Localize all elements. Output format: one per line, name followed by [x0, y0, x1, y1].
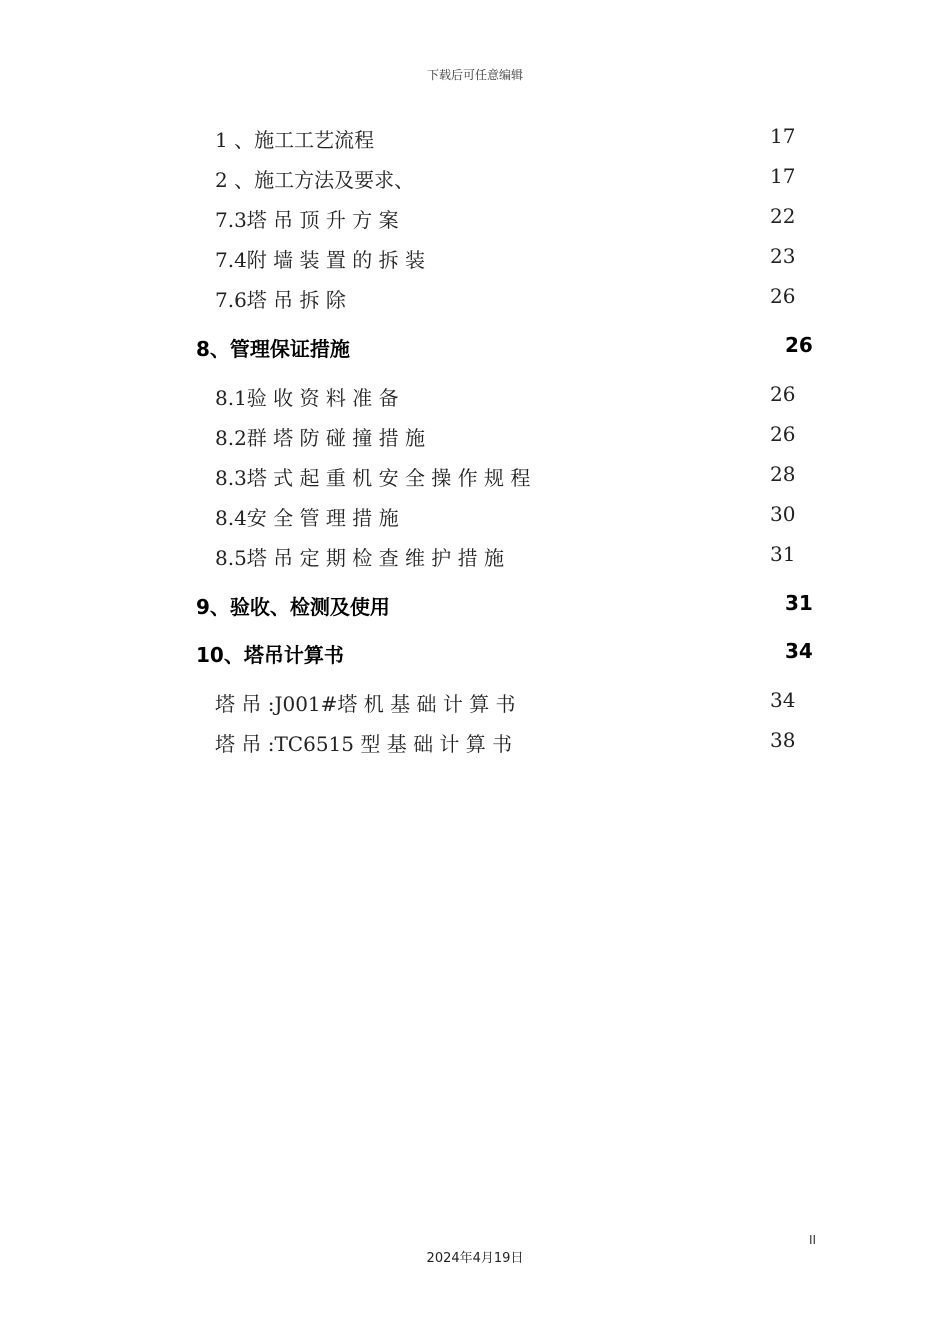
toc-entry-page-number: 34 — [770, 688, 796, 712]
toc-entry-page-number: 17 — [770, 124, 796, 148]
toc-entry-page-number: 26 — [770, 284, 796, 308]
toc-entry-title: 2 、施工方法及要求、 — [215, 168, 415, 192]
toc-entry-page-number: 38 — [770, 728, 796, 752]
toc-entry-page-number: 30 — [770, 502, 796, 526]
toc-entry-title: 8.3塔 式 起 重 机 安 全 操 作 规 程 — [215, 466, 531, 490]
toc-entry-title: 8、管理保证措施 — [196, 337, 350, 361]
toc-entry-title: 8.1验 收 资 料 准 备 — [215, 386, 399, 410]
toc-entry-page-number: 31 — [785, 591, 813, 615]
toc-entry-page-number: 28 — [770, 462, 796, 486]
toc-entry-title: 7.6塔 吊 拆 除 — [215, 288, 346, 312]
footer-date: 2024年4月19日 — [426, 1251, 524, 1266]
toc-entry-page-number: 31 — [770, 542, 796, 566]
toc-entry-page-number: 26 — [770, 382, 796, 406]
toc-entry-page-number: 34 — [785, 639, 813, 663]
toc-entry-title: 9、验收、检测及使用 — [196, 595, 390, 619]
toc-entry-title: 1 、施工工艺流程 — [215, 128, 375, 152]
toc-entry-title: 7.4附 墙 装 置 的 拆 装 — [215, 248, 425, 272]
toc-entry-title: 塔 吊 :TC6515 型 基 础 计 算 书 — [215, 732, 513, 756]
toc-entry-title: 8.4安 全 管 理 措 施 — [215, 506, 399, 530]
toc-entry-page-number: 26 — [770, 422, 796, 446]
toc-entry-page-number: 17 — [770, 164, 796, 188]
page-marker: II — [809, 1233, 817, 1247]
toc-entry-title: 10、塔吊计算书 — [196, 643, 344, 667]
toc-entry-page-number: 23 — [770, 244, 796, 268]
toc-entry-page-number: 26 — [785, 333, 813, 357]
toc-entry-page-number: 22 — [770, 204, 796, 228]
toc-entry-title: 塔 吊 :J001#塔 机 基 础 计 算 书 — [215, 692, 516, 716]
toc-entry-title: 7.3塔 吊 顶 升 方 案 — [215, 208, 399, 232]
header-note: 下载后可任意编辑 — [426, 68, 523, 82]
toc-entry-title: 8.2群 塔 防 碰 撞 措 施 — [215, 426, 425, 450]
toc-entry-title: 8.5塔 吊 定 期 检 查 维 护 措 施 — [215, 546, 505, 570]
